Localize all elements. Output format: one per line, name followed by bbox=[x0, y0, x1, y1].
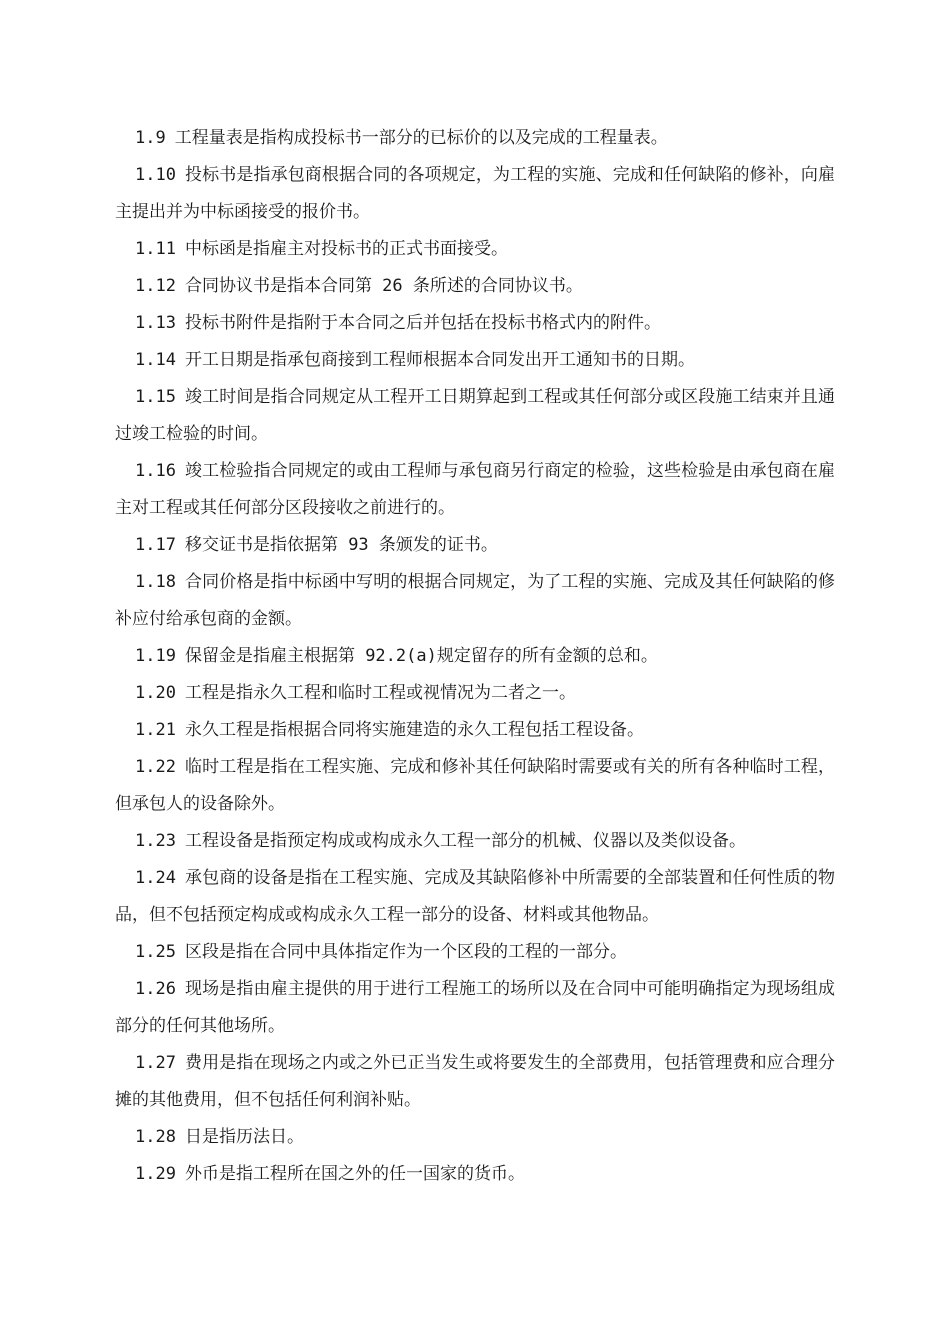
clause-text: 开工日期是指承包商接到工程师根据本合同发出开工通知书的日期。 bbox=[184, 350, 695, 370]
clause-1-9 bbox=[115, 120, 835, 157]
clause-text: 竣工时间是指合同规定从工程开工日期算起到工程或其任何部分或区段施工结束并且通过竣工检验的时间。 bbox=[115, 387, 835, 444]
clause-1-12 bbox=[115, 268, 835, 305]
clause-1-15 bbox=[115, 379, 835, 453]
clause-text: 投标书是指承包商根据合同的各项规定，为工程的实施、完成和任何缺陷的修补，向雇主提出并为中标函接受的报价书。 bbox=[115, 165, 835, 222]
clause-text: 日是指历法日。 bbox=[184, 1127, 304, 1147]
clause-text: 临时工程是指在工程实施、完成和修补其任何缺陷时需要或有关的所有各种临时工程，但承包人的设备除外。 bbox=[115, 757, 835, 814]
clause-number: 1.20 bbox=[135, 683, 176, 703]
clause-1-20 bbox=[115, 675, 835, 712]
clause-text: 移交证书是指依据第 93 条颁发的证书。 bbox=[184, 535, 498, 555]
clause-1-25 bbox=[115, 934, 835, 971]
clause-text: 投标书附件是指附于本合同之后并包括在投标书格式内的附件。 bbox=[184, 313, 661, 333]
clause-number: 1.10 bbox=[135, 165, 176, 185]
clause-1-11 bbox=[115, 231, 835, 268]
clause-text: 永久工程是指根据合同将实施建造的永久工程包括工程设备。 bbox=[184, 720, 644, 740]
clause-1-24 bbox=[115, 860, 835, 934]
clause-text: 竣工检验指合同规定的或由工程师与承包商另行商定的检验，这些检验是由承包商在雇主对工程或其任何部分区段接收之前进行的。 bbox=[115, 461, 835, 518]
clause-1-18 bbox=[115, 564, 835, 638]
clause-1-14 bbox=[115, 342, 835, 379]
clause-1-10 bbox=[115, 157, 835, 231]
clause-1-21 bbox=[115, 712, 835, 749]
clause-1-23 bbox=[115, 823, 835, 860]
clause-1-13 bbox=[115, 305, 835, 342]
clause-number: 1.17 bbox=[135, 535, 176, 555]
clause-1-22 bbox=[115, 749, 835, 823]
clause-text: 保留金是指雇主根据第 92.2(a)规定留存的所有金额的总和。 bbox=[184, 646, 658, 666]
clause-1-19 bbox=[115, 638, 835, 675]
clause-text: 合同价格是指中标函中写明的根据合同规定，为了工程的实施、完成及其任何缺陷的修补应付给承包商的金额。 bbox=[115, 572, 835, 629]
clause-number: 1.24 bbox=[135, 868, 176, 888]
clause-1-29 bbox=[115, 1156, 835, 1193]
clause-text: 工程量表是指构成投标书一部分的已标价的以及完成的工程量表。 bbox=[174, 128, 668, 148]
clause-number: 1.26 bbox=[135, 979, 176, 999]
clause-text: 现场是指由雇主提供的用于进行工程施工的场所以及在合同中可能明确指定为现场组成部分的任何其他场所。 bbox=[115, 979, 835, 1036]
clause-1-28 bbox=[115, 1119, 835, 1156]
clause-1-26 bbox=[115, 971, 835, 1045]
clause-number: 1.16 bbox=[135, 461, 176, 481]
clause-text: 外币是指工程所在国之外的任一国家的货币。 bbox=[184, 1164, 525, 1184]
clause-number: 1.22 bbox=[135, 757, 176, 777]
clause-number: 1.28 bbox=[135, 1127, 176, 1147]
clause-1-17 bbox=[115, 527, 835, 564]
clause-list bbox=[115, 120, 835, 1193]
clause-text: 中标函是指雇主对投标书的正式书面接受。 bbox=[184, 239, 508, 259]
clause-number: 1.11 bbox=[135, 239, 176, 259]
clause-number: 1.15 bbox=[135, 387, 176, 407]
clause-text: 费用是指在现场之内或之外已正当发生或将要发生的全部费用，包括管理费和应合理分摊的其他费用，但不包括任何利润补贴。 bbox=[115, 1053, 835, 1110]
clause-number: 1.19 bbox=[135, 646, 176, 666]
clause-number: 1.18 bbox=[135, 572, 176, 592]
clause-text: 工程设备是指预定构成或构成永久工程一部分的机械、仪器以及类似设备。 bbox=[184, 831, 746, 851]
clause-number: 1.13 bbox=[135, 313, 176, 333]
clause-number: 1.12 bbox=[135, 276, 176, 296]
clause-number: 1.14 bbox=[135, 350, 176, 370]
clause-number: 1.23 bbox=[135, 831, 176, 851]
clause-number: 1.21 bbox=[135, 720, 176, 740]
clause-text: 合同协议书是指本合同第 26 条所述的合同协议书。 bbox=[184, 276, 583, 296]
clause-text: 区段是指在合同中具体指定作为一个区段的工程的一部分。 bbox=[184, 942, 627, 962]
clause-text: 承包商的设备是指在工程实施、完成及其缺陷修补中所需要的全部装置和任何性质的物品，但不包括预定构成或构成永久工程一部分的设备、材料或其他物品。 bbox=[115, 868, 835, 925]
clause-1-27 bbox=[115, 1045, 835, 1119]
clause-text: 工程是指永久工程和临时工程或视情况为二者之一。 bbox=[184, 683, 576, 703]
clause-number: 1.29 bbox=[135, 1164, 176, 1184]
clause-1-16 bbox=[115, 453, 835, 527]
clause-number: 1.9 bbox=[135, 128, 166, 148]
clause-number: 1.27 bbox=[135, 1053, 176, 1073]
clause-number: 1.25 bbox=[135, 942, 176, 962]
